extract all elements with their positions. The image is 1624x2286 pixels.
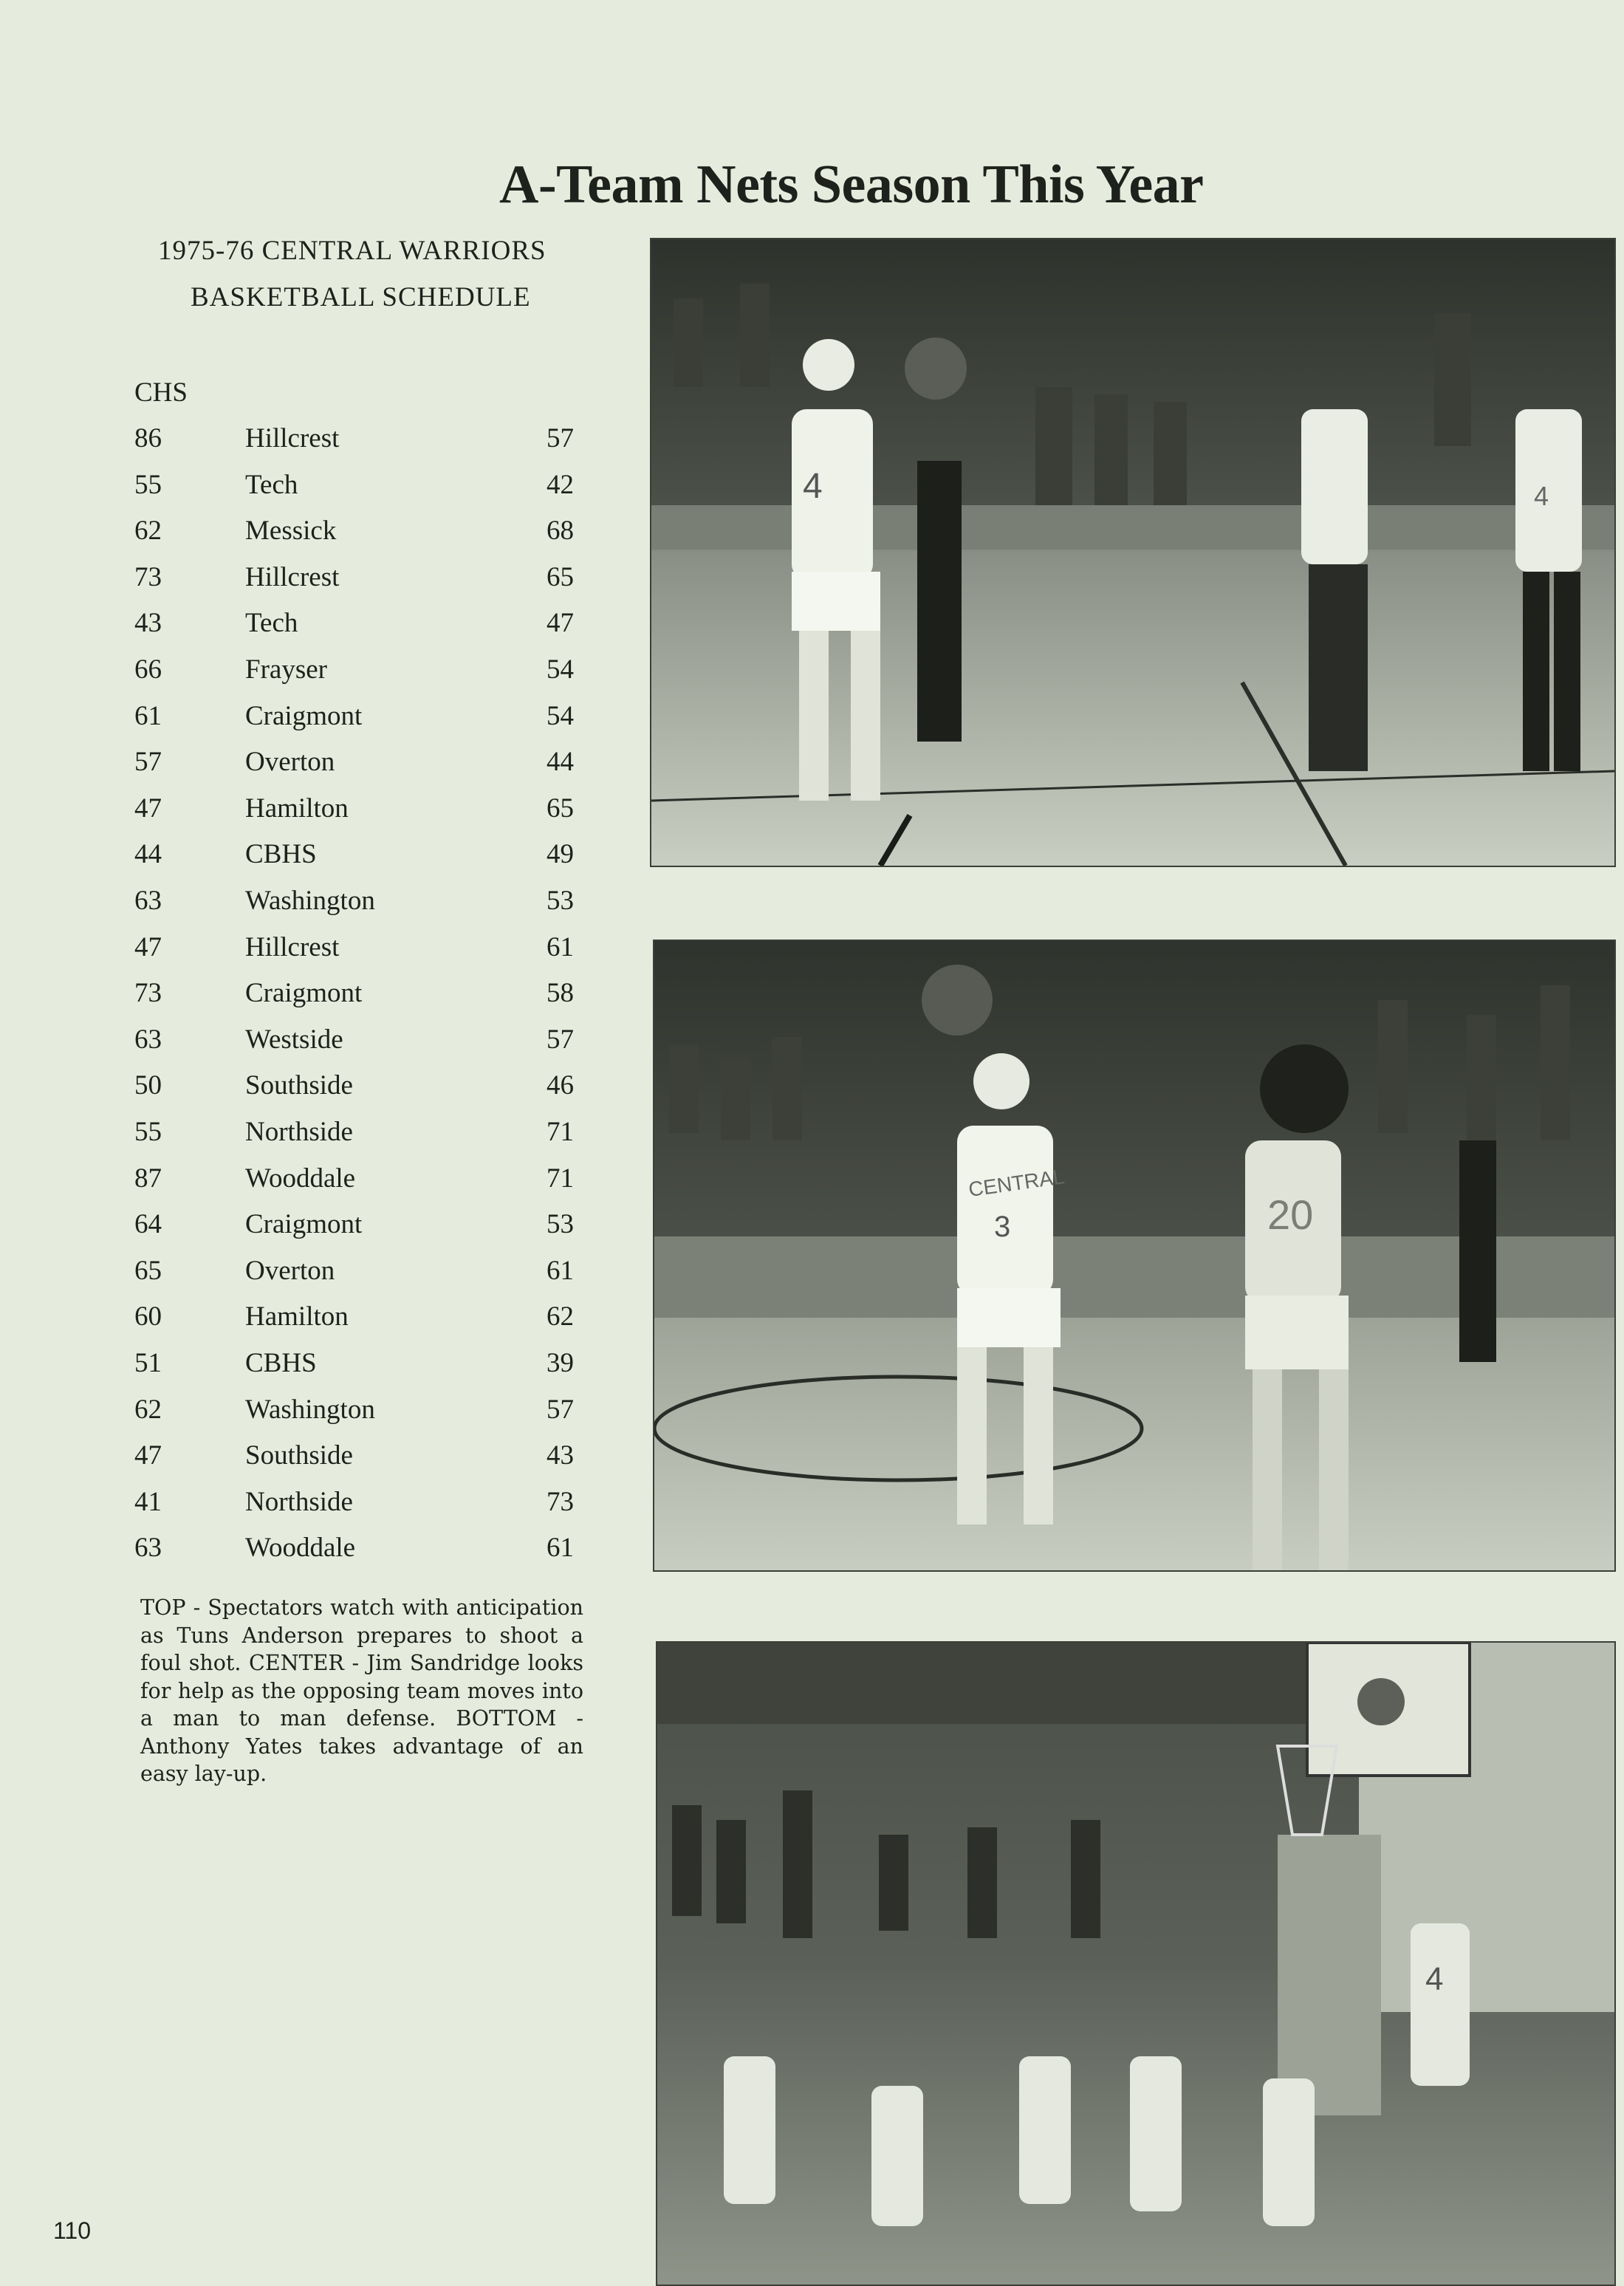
opponent-score: 44 xyxy=(547,747,574,778)
opponent-name: Washington xyxy=(245,886,375,916)
chs-score: 66 xyxy=(134,654,162,685)
chs-score: 87 xyxy=(134,1163,162,1194)
jersey-number-3: 3 xyxy=(994,1211,1011,1243)
opponent-score: 65 xyxy=(547,561,574,592)
opponent-name: Southside xyxy=(245,1440,353,1471)
schedule-row xyxy=(0,838,620,875)
opponent-score: 49 xyxy=(547,839,574,870)
schedule-heading-line1: 1975-76 CENTRAL WARRIORS xyxy=(158,236,547,266)
schedule-row xyxy=(0,607,620,644)
schedule-row xyxy=(0,1255,620,1292)
opponent-name: Wooddale xyxy=(245,1163,356,1194)
opponent-score: 53 xyxy=(547,1209,574,1240)
opponent-name: Messick xyxy=(245,516,337,547)
schedule-row xyxy=(0,700,620,737)
schedule-row xyxy=(0,1024,620,1061)
chs-score: 43 xyxy=(134,608,162,639)
chs-score: 62 xyxy=(134,1394,162,1425)
jersey-number-20: 20 xyxy=(1267,1191,1314,1238)
photo-top-foul-shot xyxy=(650,238,1616,867)
schedule-row xyxy=(0,931,620,968)
chs-score: 65 xyxy=(134,1255,162,1286)
page-title: A-Team Nets Season This Year xyxy=(499,154,1204,215)
opponent-score: 61 xyxy=(547,1533,574,1564)
chs-score: 47 xyxy=(134,931,162,962)
opponent-name: Craigmont xyxy=(245,1209,363,1240)
photo-caption: TOP - Spectators watch with anticipation as Tuns Anderson prepares to shoot a foul shot. CENTER - Jim Sandridge looks for help as the opposing team moves into a man to man defense. BOTTOM - Anthony Yates takes advantage of an easy lay-up. xyxy=(140,1595,583,1786)
schedule-row xyxy=(0,793,620,829)
opponent-score: 53 xyxy=(547,886,574,916)
schedule-row xyxy=(0,1301,620,1338)
schedule-row xyxy=(0,561,620,598)
schedule-row xyxy=(0,654,620,691)
opponent-name: CBHS xyxy=(245,1348,317,1378)
opponent-score: 61 xyxy=(547,931,574,962)
schedule-row xyxy=(0,515,620,552)
opponent-name: Tech xyxy=(245,608,298,639)
schedule-heading-line2: BASKETBALL SCHEDULE xyxy=(191,282,531,312)
schedule-row xyxy=(0,977,620,1014)
opponent-name: Hillcrest xyxy=(245,423,340,454)
jersey-number-shooter: 4 xyxy=(803,467,823,506)
schedule-column-header: CHS xyxy=(134,377,188,408)
opponent-score: 39 xyxy=(547,1348,574,1378)
chs-score: 63 xyxy=(134,1533,162,1564)
schedule-row xyxy=(0,469,620,506)
opponent-score: 71 xyxy=(547,1117,574,1147)
jersey-number-layup: 4 xyxy=(1425,1961,1444,1997)
opponent-name: Hamilton xyxy=(245,1301,349,1332)
opponent-score: 73 xyxy=(547,1486,574,1517)
opponent-score: 57 xyxy=(547,423,574,454)
schedule-row xyxy=(0,1394,620,1431)
chs-score: 51 xyxy=(134,1348,162,1378)
opponent-score: 43 xyxy=(547,1440,574,1471)
schedule-row xyxy=(0,1347,620,1384)
schedule-row xyxy=(0,885,620,922)
opponent-score: 71 xyxy=(547,1163,574,1194)
opponent-score: 58 xyxy=(547,978,574,1009)
jersey-text-central: CENTRAL xyxy=(967,1165,1066,1202)
chs-score: 60 xyxy=(134,1301,162,1332)
opponent-name: Overton xyxy=(245,747,335,778)
opponent-name: Southside xyxy=(245,1070,353,1101)
opponent-score: 65 xyxy=(547,793,574,824)
opponent-name: Wooddale xyxy=(245,1533,356,1564)
opponent-name: Hillcrest xyxy=(245,931,340,962)
schedule-row xyxy=(0,1208,620,1245)
opponent-score: 54 xyxy=(547,700,574,731)
schedule-row xyxy=(0,1070,620,1106)
opponent-name: Westside xyxy=(245,1024,343,1055)
opponent-name: Craigmont xyxy=(245,700,363,731)
chs-score: 50 xyxy=(134,1070,162,1101)
opponent-name: Craigmont xyxy=(245,978,363,1009)
chs-score: 62 xyxy=(134,516,162,547)
chs-score: 64 xyxy=(134,1209,162,1240)
schedule-row xyxy=(0,746,620,783)
schedule-row xyxy=(0,1116,620,1153)
opponent-score: 54 xyxy=(547,654,574,685)
chs-score: 63 xyxy=(134,1024,162,1055)
chs-score: 47 xyxy=(134,793,162,824)
opponent-score: 46 xyxy=(547,1070,574,1101)
schedule-row xyxy=(0,422,620,459)
opponent-name: Hamilton xyxy=(245,793,349,824)
opponent-name: Washington xyxy=(245,1394,375,1425)
schedule-row xyxy=(0,1486,620,1523)
photo-bottom-layup xyxy=(656,1641,1616,2286)
opponent-name: Frayser xyxy=(245,654,327,685)
opponent-name: Hillcrest xyxy=(245,561,340,592)
chs-score: 55 xyxy=(134,469,162,500)
opponent-score: 57 xyxy=(547,1024,574,1055)
chs-score: 73 xyxy=(134,978,162,1009)
schedule-row xyxy=(0,1440,620,1476)
page-number: 110 xyxy=(53,2217,92,2244)
chs-score: 47 xyxy=(134,1440,162,1471)
opponent-name: Northside xyxy=(245,1117,353,1147)
opponent-score: 57 xyxy=(547,1394,574,1425)
photo-center-defense xyxy=(653,940,1616,1572)
schedule-row xyxy=(0,1163,620,1200)
chs-score: 57 xyxy=(134,747,162,778)
chs-score: 63 xyxy=(134,886,162,916)
opponent-score: 42 xyxy=(547,469,574,500)
opponent-score: 61 xyxy=(547,1255,574,1286)
chs-score: 55 xyxy=(134,1117,162,1147)
chs-score: 73 xyxy=(134,561,162,592)
opponent-name: Overton xyxy=(245,1255,335,1286)
jersey-number-defender: 4 xyxy=(1534,481,1549,511)
opponent-score: 68 xyxy=(547,516,574,547)
chs-score: 44 xyxy=(134,839,162,870)
opponent-name: CBHS xyxy=(245,839,317,870)
opponent-score: 62 xyxy=(547,1301,574,1332)
schedule-row xyxy=(0,1532,620,1569)
chs-score: 86 xyxy=(134,423,162,454)
opponent-score: 47 xyxy=(547,608,574,639)
opponent-name: Tech xyxy=(245,469,298,500)
chs-score: 61 xyxy=(134,700,162,731)
opponent-name: Northside xyxy=(245,1486,353,1517)
chs-score: 41 xyxy=(134,1486,162,1517)
